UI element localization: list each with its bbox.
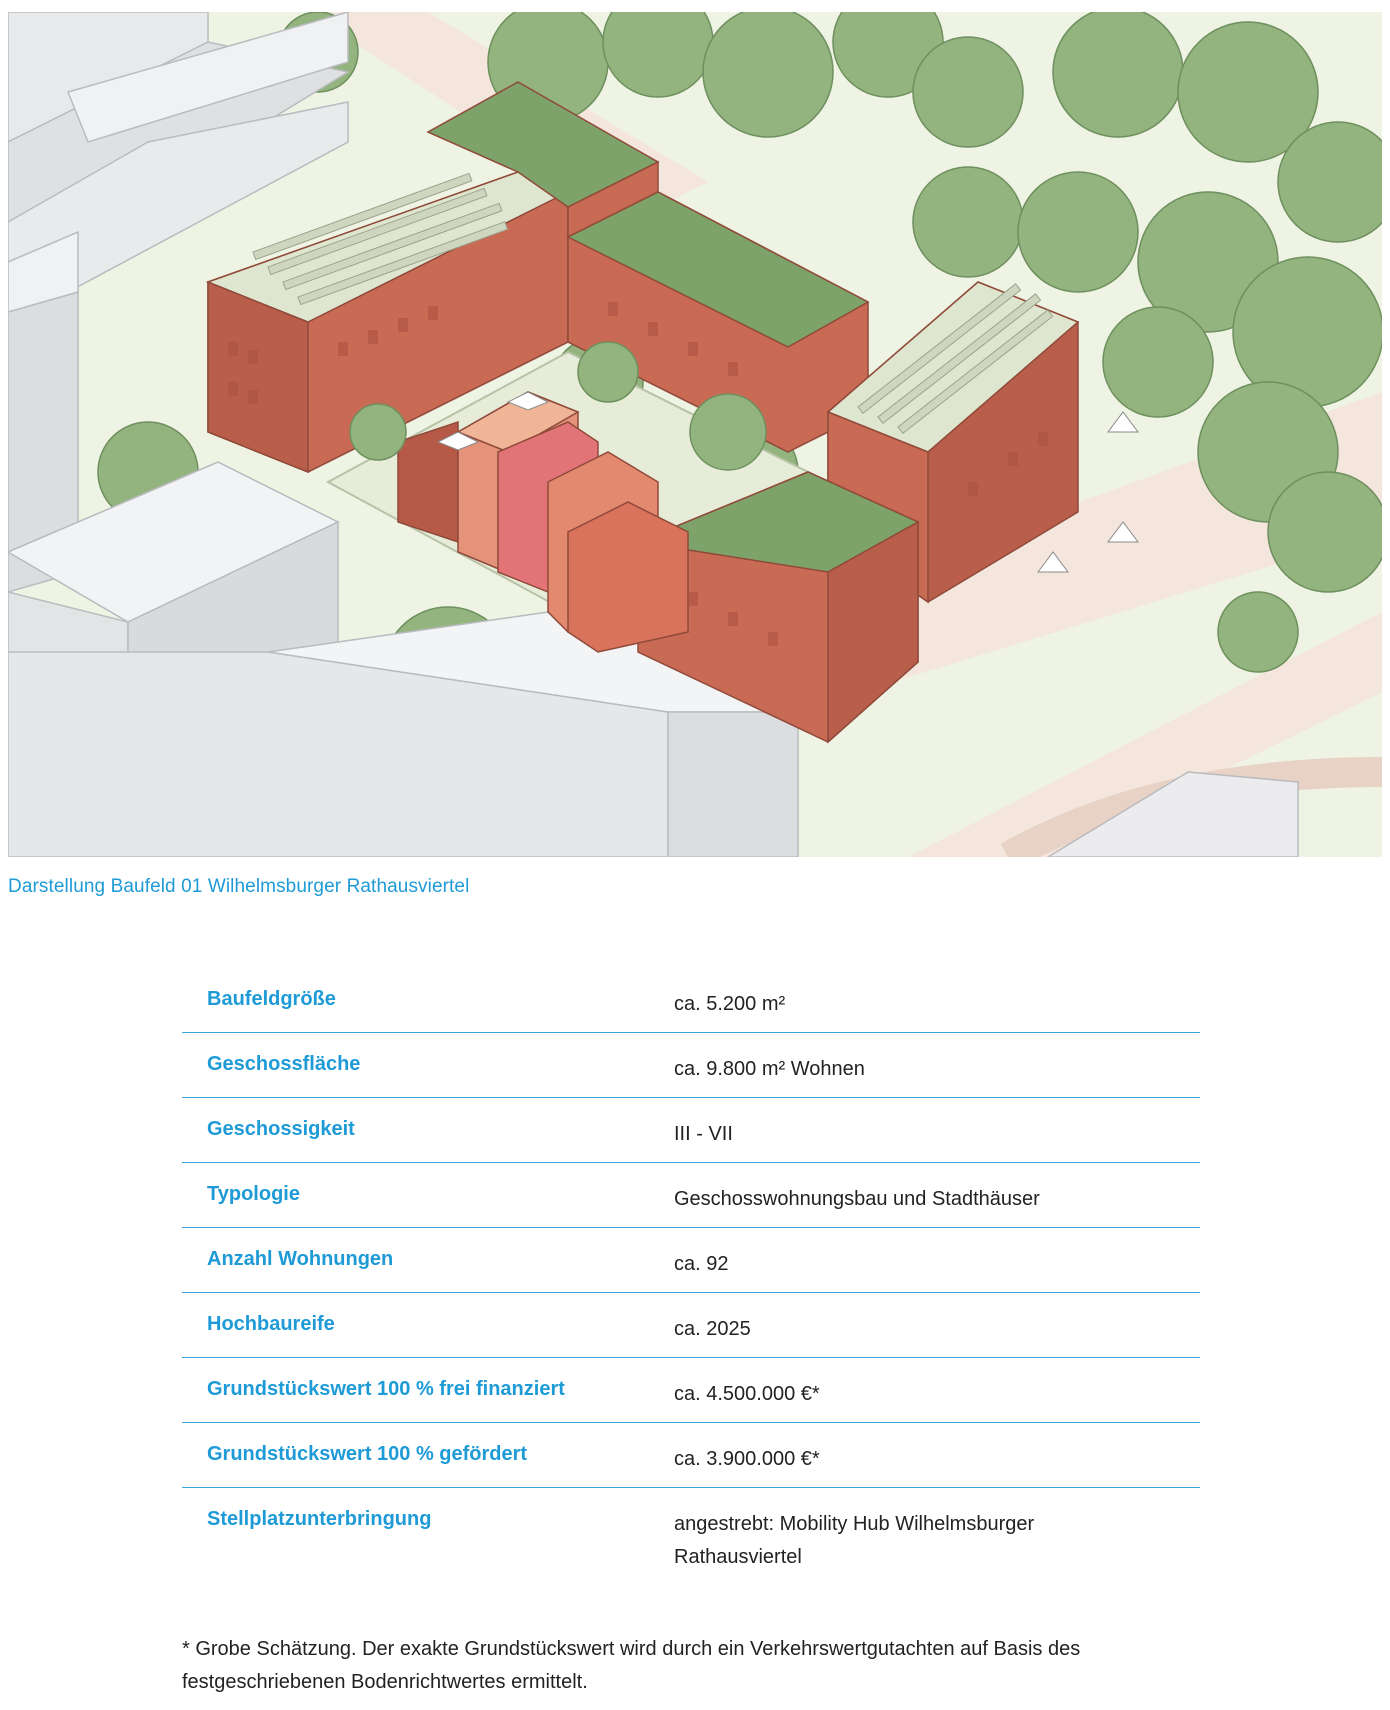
facts-row-geschossigkeit — [182, 1098, 1200, 1163]
facts-label: Geschossigkeit — [207, 1118, 355, 1140]
facts-row-anzahl-wohnungen — [182, 1228, 1200, 1293]
facts-value: ca. 92 — [674, 1253, 729, 1275]
footnote: * Grobe Schätzung. Der exakte Grundstückswert wird durch ein Verkehrswertgutachten auf Basis des festgeschriebenen Bodenrichtwertes ermittelt. — [182, 1638, 1081, 1693]
facts-label: Geschossfläche — [207, 1053, 361, 1075]
facts-value: ca. 5.200 m² — [674, 993, 786, 1015]
facts-value: ca. 2025 — [674, 1318, 751, 1340]
image-caption: Darstellung Baufeld 01 Wilhelmsburger Rathausviertel — [8, 876, 470, 897]
facts-label: Anzahl Wohnungen — [207, 1248, 394, 1270]
facts-row-hochbaureife — [182, 1293, 1200, 1358]
facts-value: angestrebt: Mobility Hub Wilhelmsburger Rathausviertel — [674, 1513, 1035, 1568]
facts-value: III - VII — [674, 1123, 733, 1145]
facts-label: Hochbaureife — [207, 1313, 335, 1335]
facts-row-typologie — [182, 1163, 1200, 1228]
facts-label: Baufeldgröße — [207, 988, 336, 1010]
facts-value: Geschosswohnungsbau und Stadthäuser — [674, 1188, 1040, 1210]
facts-value: ca. 9.800 m² Wohnen — [674, 1058, 865, 1080]
facts-value: ca. 3.900.000 €* — [674, 1448, 820, 1470]
facts-table — [182, 968, 1200, 1588]
facts-row-baufeldgroesse — [182, 968, 1200, 1033]
facts-row-grundstueckswert-gefoerdert — [182, 1423, 1200, 1488]
facts-row-geschossflaeche — [182, 1033, 1200, 1098]
facts-value: ca. 4.500.000 €* — [674, 1383, 820, 1405]
facts-label: Stellplatzunterbringung — [207, 1508, 432, 1530]
facts-label: Grundstückswert 100 % gefördert — [207, 1443, 528, 1465]
site-illustration — [8, 12, 1382, 857]
facts-label: Grundstückswert 100 % frei finanziert — [207, 1378, 565, 1400]
facts-row-stellplatzunterbringung — [182, 1488, 1200, 1588]
facts-row-grundstueckswert-frei — [182, 1358, 1200, 1423]
facts-label: Typologie — [207, 1183, 300, 1205]
